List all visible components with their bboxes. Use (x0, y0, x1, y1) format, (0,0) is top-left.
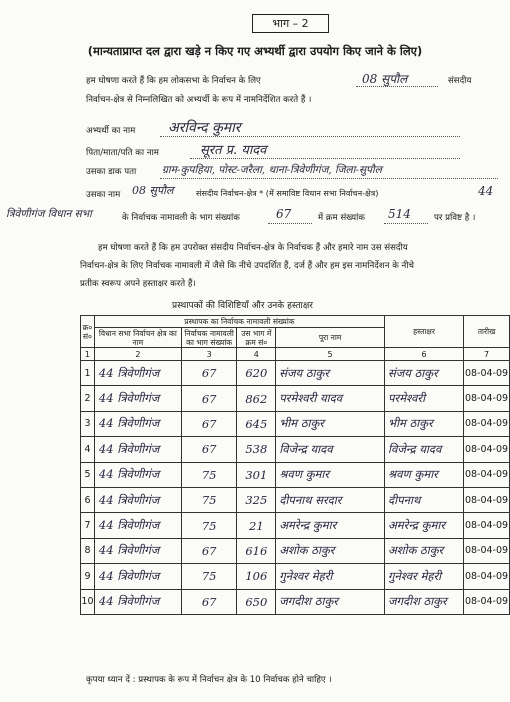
roll-part-dotted-line (268, 223, 312, 224)
row-serial: 7 (81, 513, 95, 538)
roll-part-label: के निर्वाचक नामावली के भाग संख्यांक (122, 213, 240, 223)
header-signature: हस्ताक्षर (384, 316, 463, 348)
serial-dotted-line (384, 223, 428, 224)
intro-constituency-hand: 08 सुपौल (362, 72, 408, 86)
row-date: 08-04-09 (464, 487, 510, 512)
row-serial: 10 (81, 589, 95, 614)
row-part: 75 (181, 462, 237, 487)
address-label: उसका डाक पता (86, 167, 137, 177)
header-serial: क्र० सं० (81, 316, 95, 348)
row-full-name: संजय ठाकुर (276, 361, 385, 386)
row-date: 08-04-09 (464, 564, 510, 589)
serial-label: में क्रम संख्यांक (318, 213, 365, 223)
table-row (81, 437, 510, 462)
row-date: 08-04-09 (464, 411, 510, 436)
col-number: 5 (276, 348, 385, 361)
col-number: 4 (237, 348, 276, 361)
row-full-name: भीम ठाकुर (276, 411, 385, 436)
row-full-name: गुनेश्वर मेहरी (276, 564, 385, 589)
row-full-name: दीपनाथ सरदार (276, 487, 385, 512)
row-part: 67 (181, 411, 237, 436)
row-assembly: 44 त्रिवेणीगंज (94, 513, 181, 538)
row-date: 08-04-09 (464, 386, 510, 411)
row-assembly: 44 त्रिवेणीगंज (94, 564, 181, 589)
row-signature: श्रवण कुमार (384, 462, 463, 487)
table-row (81, 589, 510, 614)
row-signature: परमेश्वरी (384, 386, 463, 411)
header-date: तारीख (464, 316, 510, 348)
table-row (81, 564, 510, 589)
row-signature: जगदीश ठाकुर (384, 589, 463, 614)
row-serial-in-part: 301 (237, 462, 276, 487)
assembly-name-hand: त्रिवेणीगंज विधान सभा (6, 208, 92, 220)
row-signature: दीपनाथ (384, 487, 463, 512)
row-full-name: अमरेन्द्र कुमार (276, 513, 385, 538)
row-assembly: 44 त्रिवेणीगंज (94, 437, 181, 462)
col-number: 2 (94, 348, 181, 361)
row-serial: 9 (81, 564, 95, 589)
serial-hand: 514 (388, 207, 411, 221)
row-date: 08-04-09 (464, 513, 510, 538)
row-signature: अमरेन्द्र कुमार (384, 513, 463, 538)
intro-line2: निर्वाचन-क्षेत्र से निम्नलिखित को अभ्यर्थी के रूप में नामनिर्देशित करते हैं । (86, 95, 312, 105)
row-assembly: 44 त्रिवेणीगंज (94, 386, 181, 411)
row-date: 08-04-09 (464, 589, 510, 614)
row-part: 67 (181, 386, 237, 411)
name-label: उसका नाम (86, 190, 121, 200)
row-serial: 3 (81, 411, 95, 436)
assembly-number-hand: 44 (478, 184, 494, 198)
header-serial-in-part: उस भाग में क्रम सं० (237, 328, 276, 348)
table-row (81, 386, 510, 411)
serial-suffix: पर प्रविष्ट है । (434, 213, 476, 223)
row-serial-in-part: 616 (237, 538, 276, 563)
row-signature: भीम ठाकुर (384, 411, 463, 436)
row-part: 75 (181, 513, 237, 538)
row-part: 67 (181, 538, 237, 563)
intro-line1-suffix: संसदीय (448, 76, 472, 86)
row-serial-in-part: 650 (237, 589, 276, 614)
row-signature: विजेन्द्र यादव (384, 437, 463, 462)
row-full-name: विजेन्द्र यादव (276, 437, 385, 462)
row-part: 67 (181, 589, 237, 614)
table-row (81, 538, 510, 563)
row-full-name: परमेश्वरी यादव (276, 386, 385, 411)
row-date: 08-04-09 (464, 361, 510, 386)
row-assembly: 44 त्रिवेणीगंज (94, 538, 181, 563)
header-group: प्रस्थापक का निर्वाचक नामावली संख्यांक (94, 316, 384, 328)
declaration-line-2: निर्वाचन-क्षेत्र के लिए निर्वाचक नामावली में जैसे कि नीचे उपदर्शित हैं, दर्ज हैं और हम इस नामनिर्देशन के नीचे (80, 261, 414, 271)
candidate-label: अभ्यर्थी का नाम (86, 126, 136, 136)
row-signature: अशोक ठाकुर (384, 538, 463, 563)
footer-note: कृपया ध्यान दें : प्रस्थापक के रूप में निर्वाचन क्षेत्र के 10 निर्वाचक होने चाहिए । (86, 675, 332, 685)
col-number: 6 (384, 348, 463, 361)
row-date: 08-04-09 (464, 462, 510, 487)
address-dotted-line (160, 178, 498, 179)
header-full-name: पूरा नाम (276, 328, 385, 348)
col-number: 1 (81, 348, 95, 361)
table-row (81, 462, 510, 487)
row-part: 75 (181, 487, 237, 512)
row-part: 67 (181, 361, 237, 386)
part-label: भाग – 2 (252, 14, 329, 33)
parent-label: पिता/माता/पति का नाम (86, 148, 159, 158)
roll-part-hand: 67 (276, 207, 292, 221)
row-part: 75 (181, 564, 237, 589)
row-assembly: 44 त्रिवेणीगंज (94, 361, 181, 386)
row-serial: 1 (81, 361, 95, 386)
row-serial: 2 (81, 386, 95, 411)
proposers-table (80, 315, 510, 615)
row-serial: 5 (81, 462, 95, 487)
row-signature: संजय ठाकुर (384, 361, 463, 386)
row-assembly: 44 त्रिवेणीगंज (94, 589, 181, 614)
row-serial-in-part: 21 (237, 513, 276, 538)
row-serial-in-part: 538 (237, 437, 276, 462)
row-serial-in-part: 620 (237, 361, 276, 386)
row-date: 08-04-09 (464, 437, 510, 462)
candidate-name-hand: अरविन्द कुमार (168, 120, 241, 136)
header-assembly: विधान सभा निर्वाचन क्षेत्र का नाम (94, 328, 181, 348)
table-row (81, 513, 510, 538)
name-value-hand: 08 सुपौल (132, 184, 174, 197)
address-hand: ग्राम-कुपहिया, पोस्ट-जरैला, थाना-त्रिवेणीगंज, जिला-सुपौल (162, 164, 382, 176)
row-serial: 4 (81, 437, 95, 462)
declaration-line-3: प्रतीक स्वरूप अपने हस्ताक्षर करते हैं। (80, 279, 196, 289)
row-part: 67 (181, 437, 237, 462)
row-serial: 8 (81, 538, 95, 563)
row-serial-in-part: 645 (237, 411, 276, 436)
col-number: 3 (181, 348, 237, 361)
table-row (81, 361, 510, 386)
row-assembly: 44 त्रिवेणीगंज (94, 411, 181, 436)
row-signature: गुनेश्वर मेहरी (384, 564, 463, 589)
page-heading: (मान्यताप्राप्त दल द्वारा खड़े न किए गए अभ्यर्थी द्वारा उपयोग किए जाने के लिए) (87, 44, 423, 58)
row-assembly: 44 त्रिवेणीगंज (94, 487, 181, 512)
row-serial-in-part: 106 (237, 564, 276, 589)
col-number: 7 (464, 348, 510, 361)
row-full-name: अशोक ठाकुर (276, 538, 385, 563)
row-serial: 6 (81, 487, 95, 512)
intro-line1-prefix: हम घोषणा करते हैं कि हम लोकसभा के निर्वाचन के लिए (86, 76, 261, 86)
parent-name-hand: सूरत प्र. यादव (200, 143, 267, 158)
table-title: प्रस्थापकों की विशिष्टियाँ और उनके हस्ताक्षर (172, 301, 313, 311)
row-full-name: जगदीश ठाकुर (276, 589, 385, 614)
header-part: निर्वाचक नामावली का भाग संख्यांक (181, 328, 237, 348)
table-row (81, 487, 510, 512)
row-date: 08-04-09 (464, 538, 510, 563)
parent-dotted-line (190, 158, 460, 159)
constituency-text: संसदीय निर्वाचन-क्षेत्र * (में समाविष्ट विधान सभा निर्वाचन-क्षेत्र) (196, 188, 379, 198)
row-serial-in-part: 325 (237, 487, 276, 512)
table-row (81, 411, 510, 436)
row-serial-in-part: 862 (237, 386, 276, 411)
row-assembly: 44 त्रिवेणीगंज (94, 462, 181, 487)
row-full-name: श्रवण कुमार (276, 462, 385, 487)
declaration-line-1: हम घोषणा करते हैं कि हम उपरोक्त संसदीय निर्वाचन-क्षेत्र के निर्वाचक हैं और हमारे नाम उस संसदीय (98, 243, 408, 253)
